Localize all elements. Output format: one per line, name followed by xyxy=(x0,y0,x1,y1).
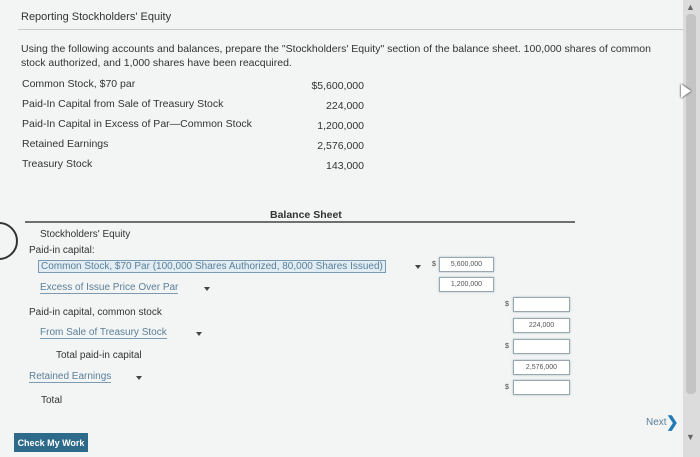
treasury-stock-amount-input[interactable]: 224,000 xyxy=(513,318,570,333)
common-stock-select[interactable]: Common Stock, $70 Par (100,000 Shares Authorized, 80,000 Shares Issued) xyxy=(38,260,386,273)
account-value: $5,600,000 xyxy=(311,80,364,92)
treasury-stock-select[interactable]: From Sale of Treasury Stock xyxy=(40,327,167,338)
excess-of-par-select[interactable]: Excess of Issue Price Over Par xyxy=(40,282,179,293)
excess-of-par-amount-input[interactable]: 1,200,000 xyxy=(439,277,494,292)
retained-earnings-select[interactable]: Retained Earnings xyxy=(29,371,112,382)
chevron-down-icon[interactable] xyxy=(196,332,202,336)
vertical-scrollbar[interactable] xyxy=(683,0,700,457)
problem-title: Reporting Stockholders' Equity xyxy=(21,11,172,23)
check-my-work-button[interactable]: Check My Work xyxy=(14,433,88,452)
total-paid-in-label: Total paid-in capital xyxy=(56,350,142,361)
balance-sheet-rule xyxy=(25,221,575,223)
account-label: Retained Earnings xyxy=(22,138,109,150)
dollar-sign: $ xyxy=(505,343,509,350)
total-equity-input[interactable] xyxy=(513,380,570,395)
chevron-down-icon[interactable] xyxy=(204,287,210,291)
account-value: 1,200,000 xyxy=(317,120,364,132)
common-stock-amount-input[interactable]: 5,600,000 xyxy=(439,257,494,272)
paid-in-common-total-input[interactable] xyxy=(513,297,570,312)
dollar-sign: $ xyxy=(505,384,509,391)
scroll-down-arrow-icon[interactable]: ▼ xyxy=(686,432,695,442)
mouse-cursor-icon xyxy=(681,84,691,98)
account-value: 2,576,000 xyxy=(317,140,364,152)
dollar-sign: $ xyxy=(432,261,436,268)
account-value: 143,000 xyxy=(326,160,364,172)
account-label: Treasury Stock xyxy=(22,158,93,170)
account-label: Paid-In Capital from Sale of Treasury Stock xyxy=(22,98,224,110)
paid-in-common-label: Paid-in capital, common stock xyxy=(29,307,162,318)
balance-sheet-title: Balance Sheet xyxy=(270,209,342,221)
account-value: 224,000 xyxy=(326,100,364,112)
dollar-sign: $ xyxy=(505,301,509,308)
account-label: Paid-In Capital in Excess of Par—Common Stock xyxy=(22,118,252,130)
chevron-right-icon[interactable]: ❯ xyxy=(666,414,679,431)
scrollbar-thumb[interactable] xyxy=(686,14,696,394)
chevron-down-icon[interactable] xyxy=(415,265,421,269)
scroll-up-arrow-icon[interactable]: ▲ xyxy=(686,2,695,12)
retained-earnings-amount-input[interactable]: 2,576,000 xyxy=(513,360,570,375)
title-divider xyxy=(18,29,683,30)
problem-instructions: Using the following accounts and balances, prepare the "Stockholders' Equity" section of the balance sheet. 100,000 shares of common stock authorized, and 1,000 shares have been reacquired. xyxy=(21,43,651,69)
total-paid-in-input[interactable] xyxy=(513,339,570,354)
next-link[interactable]: Next xyxy=(646,417,667,428)
step-indicator-icon xyxy=(0,222,18,260)
account-label: Common Stock, $70 par xyxy=(22,78,136,90)
paid-in-capital-label: Paid-in capital: xyxy=(29,245,95,256)
total-label: Total xyxy=(41,395,63,406)
chevron-down-icon[interactable] xyxy=(136,376,142,380)
section-title: Stockholders' Equity xyxy=(40,229,131,240)
